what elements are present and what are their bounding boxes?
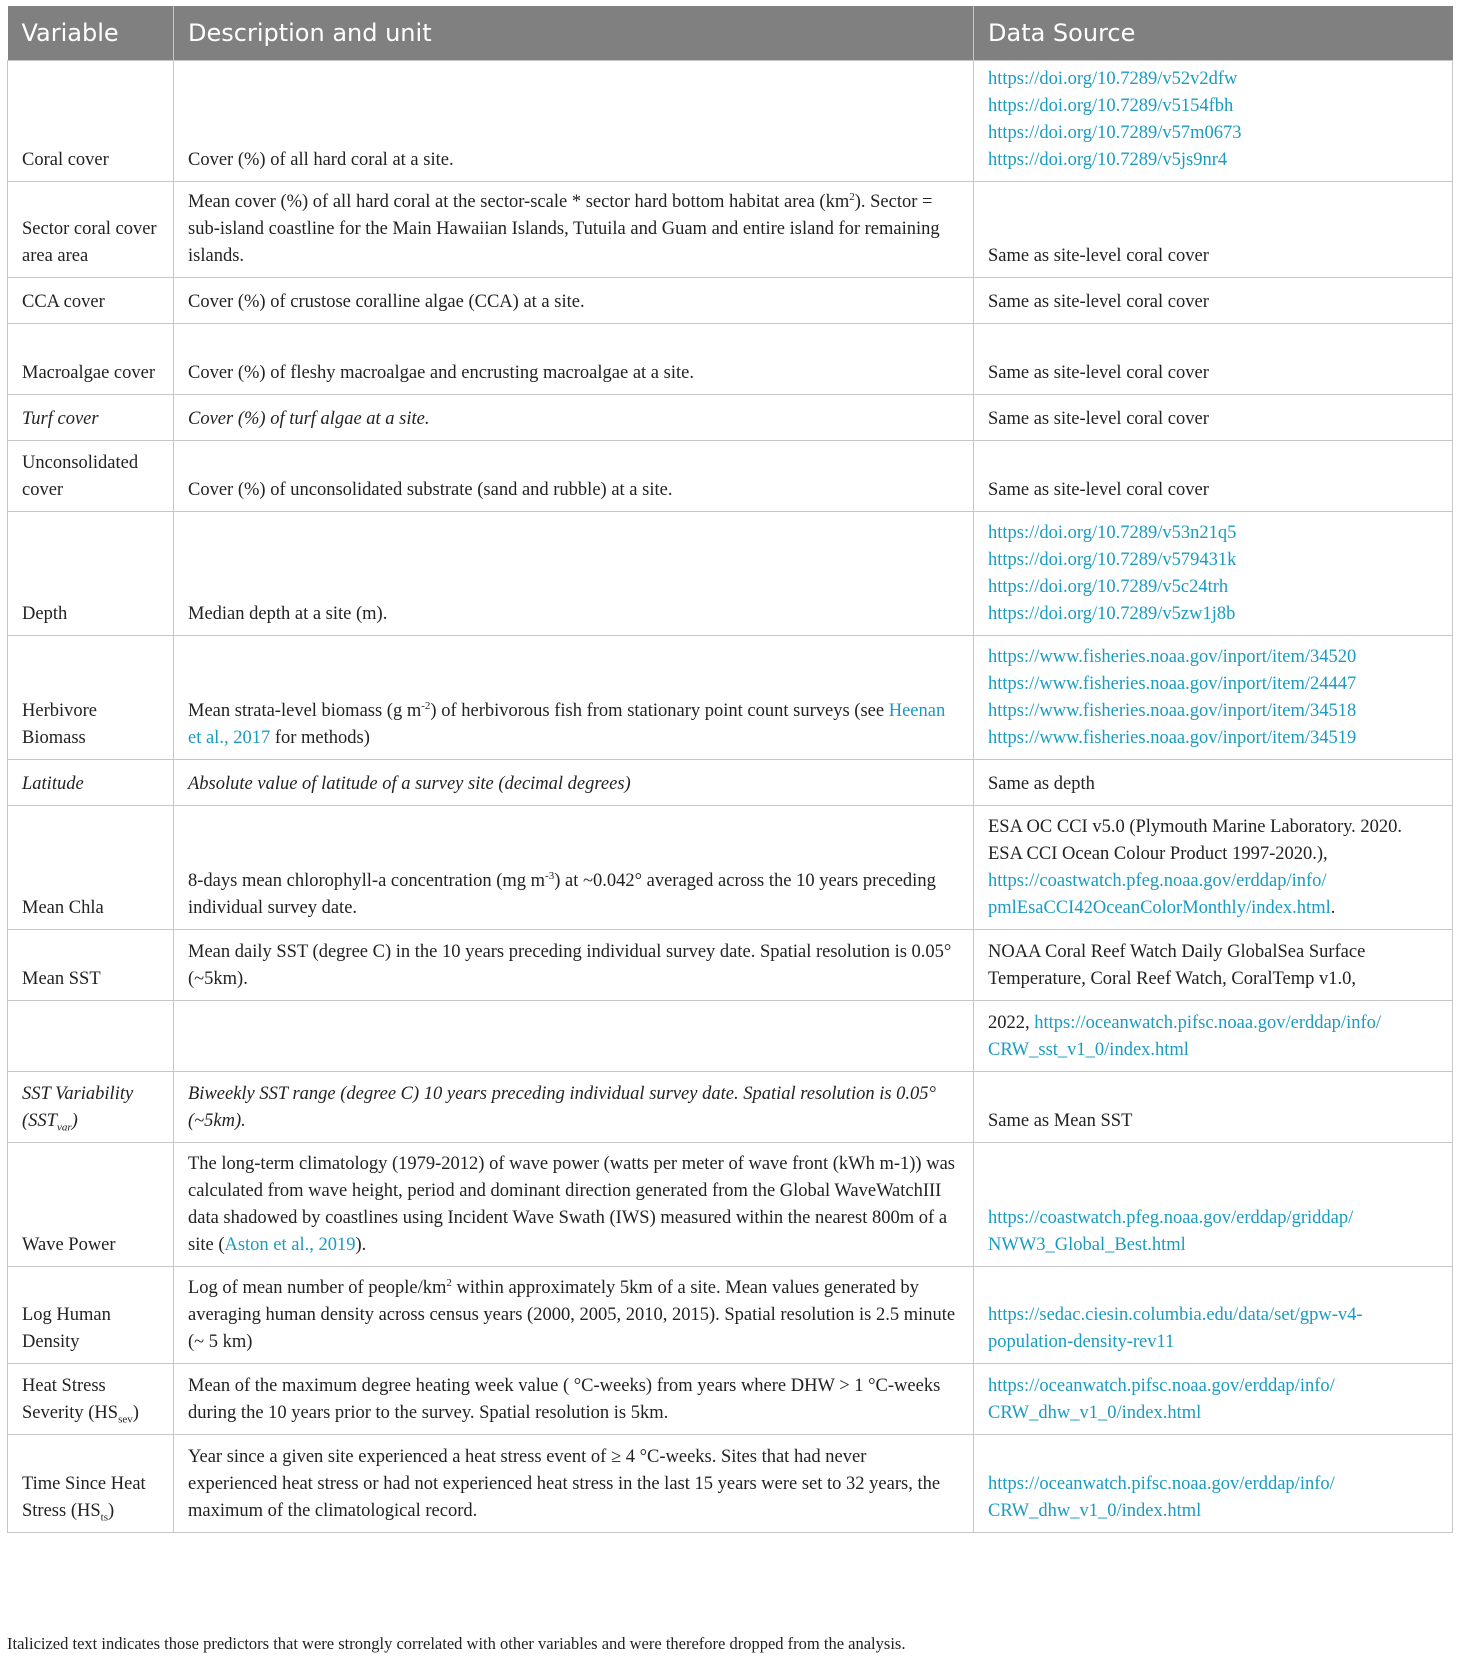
source-link[interactable]: https://oceanwatch.pifsc.noaa.gov/erddap/info/ <box>988 1376 1335 1396</box>
variable-cell: Macroalgae cover <box>8 324 174 395</box>
table-row <box>8 512 1453 636</box>
variable-cell: CCA cover <box>8 278 174 324</box>
table-footnote: Italicized text indicates those predictors that were strongly correlated with other variables and were therefore dropped from the analysis. <box>7 1634 906 1653</box>
description-cell: Mean of the maximum degree heating week value ( °C-weeks) from years where DHW > 1 °C-weeks during the 10 years prior to the survey. Spatial resolution is 5km. <box>174 1364 974 1435</box>
table-row <box>8 636 1453 760</box>
source-link[interactable]: population-density-rev11 <box>988 1332 1175 1352</box>
source-cell <box>974 1143 1453 1267</box>
source-link[interactable]: https://www.fisheries.noaa.gov/inport/item/34518 <box>988 701 1357 721</box>
source-link[interactable]: NWW3_Global_Best.html <box>988 1235 1186 1255</box>
source-cell: Same as Mean SST <box>974 1072 1453 1143</box>
variable-cell: Time Since Heat Stress $(HS_{ts})$ <box>8 1435 174 1533</box>
table-row <box>8 760 1453 806</box>
table-row <box>8 1364 1453 1435</box>
source-cell: Same as site-level coral cover <box>974 324 1453 395</box>
source-cell <box>974 1267 1453 1364</box>
source-cell <box>974 636 1453 760</box>
source-cell: NOAA Coral Reef Watch Daily GlobalSea Surface Temperature, Coral Reef Watch, CoralTemp v1.0, <box>974 930 1453 1001</box>
variable-cell: Coral cover <box>8 61 174 182</box>
source-link[interactable]: https://doi.org/10.7289/v5c24trh <box>988 577 1229 597</box>
source-link[interactable]: https://sedac.ciesin.columbia.edu/data/set/gpw-v4- <box>988 1305 1363 1325</box>
citation-link[interactable]: Aston et al., 2019 <box>224 1235 356 1255</box>
source-link[interactable]: https://www.fisheries.noaa.gov/inport/item/34520 <box>988 647 1357 667</box>
description-cell: The long-term climatology (1979-2012) of wave power (watts per meter of wave front (kWh m-1)) was calculated from wave height, period and dominant direction generated from the Global WaveWatchIII data shadowed by coastlines using Incident Wave Swath (IWS) measured within the nearest 800m of a site (Aston et al., 2019). <box>174 1143 974 1267</box>
description-cell: Cover (%) of fleshy macroalgae and encrusting macroalgae at a site. <box>174 324 974 395</box>
header-variable: Variable <box>8 6 174 61</box>
description-cell: Year since a given site experienced a heat stress event of ≥ 4 °C-weeks. Sites that had never experienced heat stress or had not experienced heat stress in the last 15 years were set to 32 years, the maximum of the climatological record. <box>174 1435 974 1533</box>
variable-cell: Turf cover <box>8 395 174 441</box>
description-cell: Cover (%) of all hard coral at a site. <box>174 61 974 182</box>
source-link[interactable]: https://oceanwatch.pifsc.noaa.gov/erddap/info/ <box>1034 1013 1382 1033</box>
description-cell: Log of mean number of people/$km^2$ within approximately 5km of a site. Mean values generated by averaging human density across census years (2000, 2005, 2010, 2015). Spatial resolution is 2.5 minute (~ 5 km) <box>174 1267 974 1364</box>
description-cell: Mean strata-level biomass (g $m^{-2}$) of herbivorous fish from stationary point count surveys (see Heenan et al., 2017 for methods) <box>174 636 974 760</box>
table-row <box>8 1435 1453 1533</box>
variable-cell: Wave Power <box>8 1143 174 1267</box>
table-row <box>8 1001 1453 1072</box>
table-row <box>8 61 1453 182</box>
source-cell <box>974 61 1453 182</box>
description-cell: Median depth at a site (m). <box>174 512 974 636</box>
table-row <box>8 1143 1453 1267</box>
table-row <box>8 930 1453 1001</box>
description-cell <box>174 1001 974 1072</box>
description-cell: Mean cover (%) of all hard coral at the sector-scale * sector hard bottom habitat area $(km^2)$. Sector = sub-island coastline for the Main Hawaiian Islands, Tutuila and Guam and entire island for remaining islands. <box>174 182 974 278</box>
source-link[interactable]: https://doi.org/10.7289/v5154fbh <box>988 96 1234 116</box>
description-cell: 8-days mean chlorophyll-a concentration (mg $m^{-3}$) at ~0.042° averaged across the 10 years preceding individual survey date. <box>174 806 974 930</box>
source-link[interactable]: CRW_sst_v1_0/index.html <box>988 1040 1189 1060</box>
source-cell: Same as depth <box>974 760 1453 806</box>
source-link[interactable]: https://doi.org/10.7289/v5js9nr4 <box>988 150 1228 170</box>
variables-table <box>7 6 1453 1533</box>
table-container <box>7 6 1452 1533</box>
source-cell <box>974 1435 1453 1533</box>
source-link[interactable]: https://coastwatch.pfeg.noaa.gov/erddap/info/ <box>988 871 1327 891</box>
source-link[interactable]: CRW_dhw_v1_0/index.html <box>988 1403 1202 1423</box>
description-cell: Cover (%) of crustose coralline algae (CCA) at a site. <box>174 278 974 324</box>
variable-cell: Unconsolidated cover <box>8 441 174 512</box>
source-cell: 2022, https://oceanwatch.pifsc.noaa.gov/erddap/info/ CRW_sst_v1_0/index.html <box>974 1001 1453 1072</box>
description-cell: Biweekly SST range (degree C) 10 years preceding individual survey date. Spatial resolution is 0.05° (~5km). <box>174 1072 974 1143</box>
source-link[interactable]: https://coastwatch.pfeg.noaa.gov/erddap/griddap/ <box>988 1208 1354 1228</box>
table-header-row <box>8 6 1453 61</box>
source-link[interactable]: https://doi.org/10.7289/v57m0673 <box>988 123 1242 143</box>
table-row <box>8 441 1453 512</box>
variable-cell <box>8 1001 174 1072</box>
description-cell: Cover (%) of unconsolidated substrate (sand and rubble) at a site. <box>174 441 974 512</box>
source-link[interactable]: https://doi.org/10.7289/v5zw1j8b <box>988 604 1236 624</box>
variable-cell: Log Human Density <box>8 1267 174 1364</box>
citation-link[interactable]: Heenan et al., 2017 <box>188 701 946 748</box>
header-data-source: Data Source <box>974 6 1453 61</box>
source-cell <box>974 1364 1453 1435</box>
variable-cell: Sector coral cover area area <box>8 182 174 278</box>
source-link[interactable]: https://www.fisheries.noaa.gov/inport/item/34519 <box>988 728 1357 748</box>
header-description: Description and unit <box>174 6 974 61</box>
description-cell: Absolute value of latitude of a survey site (decimal degrees) <box>174 760 974 806</box>
table-row <box>8 806 1453 930</box>
table-row <box>8 1072 1453 1143</box>
table-row <box>8 1267 1453 1364</box>
source-link[interactable]: CRW_dhw_v1_0/index.html <box>988 1501 1202 1521</box>
variable-cell: Heat Stress Severity $(HS_{sev})$ <box>8 1364 174 1435</box>
description-cell: Mean daily SST (degree C) in the 10 years preceding individual survey date. Spatial resolution is 0.05° (~5km). <box>174 930 974 1001</box>
variable-cell: Herbivore Biomass <box>8 636 174 760</box>
table-row <box>8 182 1453 278</box>
source-cell: Same as site-level coral cover <box>974 441 1453 512</box>
variable-cell: Depth <box>8 512 174 636</box>
variable-cell: Mean Chla <box>8 806 174 930</box>
source-link[interactable]: https://oceanwatch.pifsc.noaa.gov/erddap/info/ <box>988 1474 1335 1494</box>
source-link[interactable]: https://doi.org/10.7289/v579431k <box>988 550 1237 570</box>
source-cell: Same as site-level coral cover <box>974 395 1453 441</box>
table-row <box>8 278 1453 324</box>
source-link[interactable]: pmlEsaCCI42OceanColorMonthly/index.html <box>988 898 1331 918</box>
variable-cell: Mean SST <box>8 930 174 1001</box>
table-row <box>8 324 1453 395</box>
source-cell <box>974 512 1453 636</box>
source-link[interactable]: https://www.fisheries.noaa.gov/inport/item/24447 <box>988 674 1357 694</box>
source-link[interactable]: https://doi.org/10.7289/v52v2dfw <box>988 69 1238 89</box>
variable-cell: Latitude <box>8 760 174 806</box>
description-cell: Cover (%) of turf algae at a site. <box>174 395 974 441</box>
source-cell: Same as site-level coral cover <box>974 278 1453 324</box>
variable-cell: SST Variability $(SST_{var})$ <box>8 1072 174 1143</box>
source-cell: ESA OC CCI v5.0 (Plymouth Marine Laboratory. 2020. ESA CCI Ocean Colour Product 1997-2020.), https://coastwatch.pfeg.noaa.gov/erddap/info/ pmlEsaCCI42OceanColorMonthly/index.html. <box>974 806 1453 930</box>
source-link[interactable]: https://doi.org/10.7289/v53n21q5 <box>988 523 1237 543</box>
source-cell: Same as site-level coral cover <box>974 182 1453 278</box>
table-row <box>8 395 1453 441</box>
